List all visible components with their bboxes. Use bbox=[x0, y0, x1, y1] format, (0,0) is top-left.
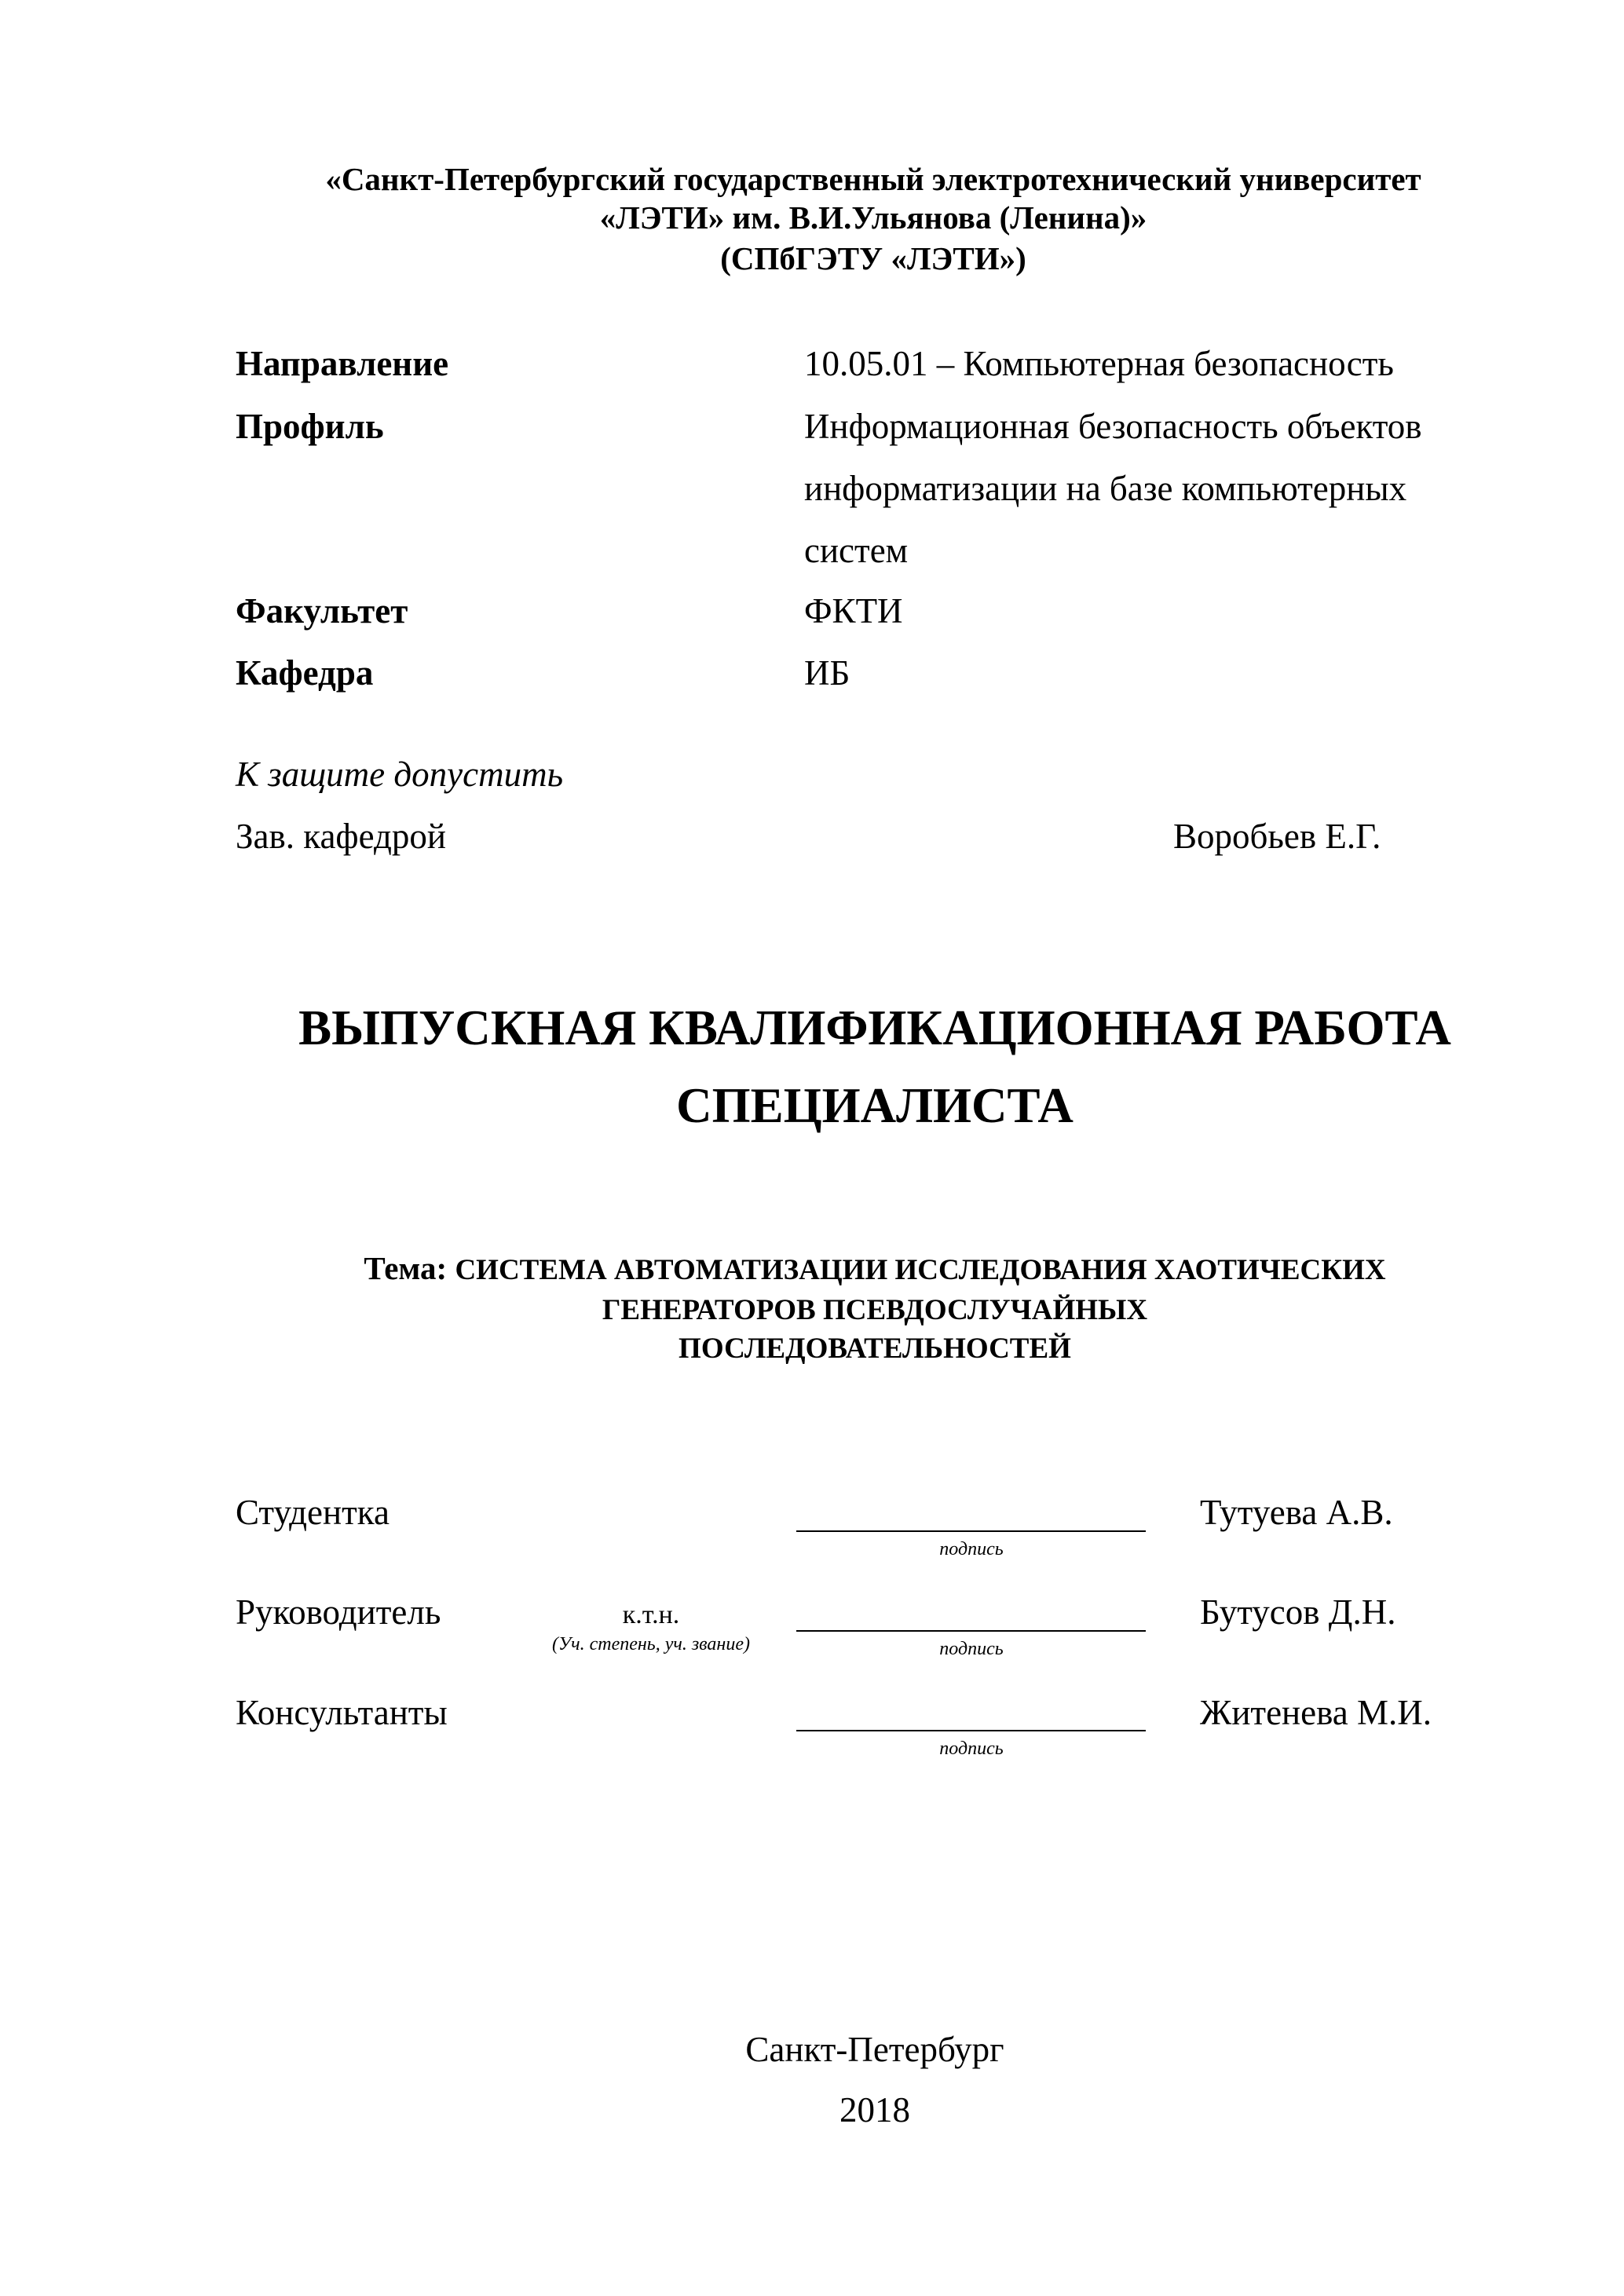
supervisor-degree: к.т.н. bbox=[622, 1600, 680, 1629]
university-name-line1: «Санкт-Петербургский государственный электротехнический университет bbox=[325, 161, 1421, 197]
department-value: ИБ bbox=[804, 653, 850, 693]
admit-to-defense: К защите допустить bbox=[236, 755, 564, 794]
direction-label: Направление bbox=[236, 344, 449, 383]
supervisor-name: Бутусов Д.Н. bbox=[1200, 1592, 1396, 1632]
topic-line1 bbox=[364, 1252, 1385, 1285]
profile-value-line1: Информационная безопасность объектов bbox=[804, 407, 1422, 446]
topic-text-line2: ГЕНЕРАТОРОВ ПСЕВДОСЛУЧАЙНЫХ bbox=[602, 1294, 1148, 1326]
consultant-signature-line bbox=[796, 1730, 1146, 1731]
profile-label: Профиль bbox=[236, 407, 384, 446]
department-label: Кафедра bbox=[236, 653, 374, 693]
head-of-department-label: Зав. кафедрой bbox=[236, 817, 446, 856]
degree-caption: (Уч. степень, уч. звание) bbox=[552, 1634, 750, 1654]
direction-value: 10.05.01 – Компьютерная безопасность bbox=[804, 344, 1394, 383]
topic-label: Тема: bbox=[364, 1250, 448, 1286]
document-title-line2: СПЕЦИАЛИСТА bbox=[676, 1078, 1074, 1133]
university-abbreviation: (СПбГЭТУ «ЛЭТИ») bbox=[720, 240, 1026, 276]
head-of-department-name: Воробьев Е.Г. bbox=[1173, 817, 1381, 856]
university-name-line2: «ЛЭТИ» им. В.И.Ульянова (Ленина)» bbox=[599, 199, 1147, 236]
student-signature-caption: подпись bbox=[939, 1539, 1004, 1559]
profile-value-line3: систем bbox=[804, 531, 909, 570]
profile-value-line2: информатизации на базе компьютерных bbox=[804, 469, 1407, 508]
year: 2018 bbox=[839, 2090, 910, 2130]
faculty-value: ФКТИ bbox=[804, 591, 903, 631]
faculty-label: Факультет bbox=[236, 591, 408, 631]
supervisor-signature-line bbox=[796, 1630, 1146, 1632]
student-name: Тутуева А.В. bbox=[1200, 1493, 1393, 1532]
document-title-line1: ВЫПУСКНАЯ КВАЛИФИКАЦИОННАЯ РАБОТА bbox=[298, 1000, 1451, 1055]
supervisor-label: Руководитель bbox=[236, 1592, 441, 1632]
student-label: Студентка bbox=[236, 1493, 390, 1532]
consultant-signature-caption: подпись bbox=[939, 1738, 1004, 1759]
city: Санкт-Петербург bbox=[745, 2030, 1004, 2069]
student-signature-line bbox=[796, 1530, 1146, 1532]
topic-text-line1: СИСТЕМА АВТОМАТИЗАЦИИ ИССЛЕДОВАНИЯ ХАОТИЧЕСКИХ bbox=[455, 1254, 1386, 1286]
consultant-name: Житенева М.И. bbox=[1200, 1693, 1432, 1732]
consultant-label: Консультанты bbox=[236, 1693, 448, 1732]
supervisor-signature-caption: подпись bbox=[939, 1639, 1004, 1659]
topic-text-line3: ПОСЛЕДОВАТЕЛЬНОСТЕЙ bbox=[678, 1333, 1071, 1365]
